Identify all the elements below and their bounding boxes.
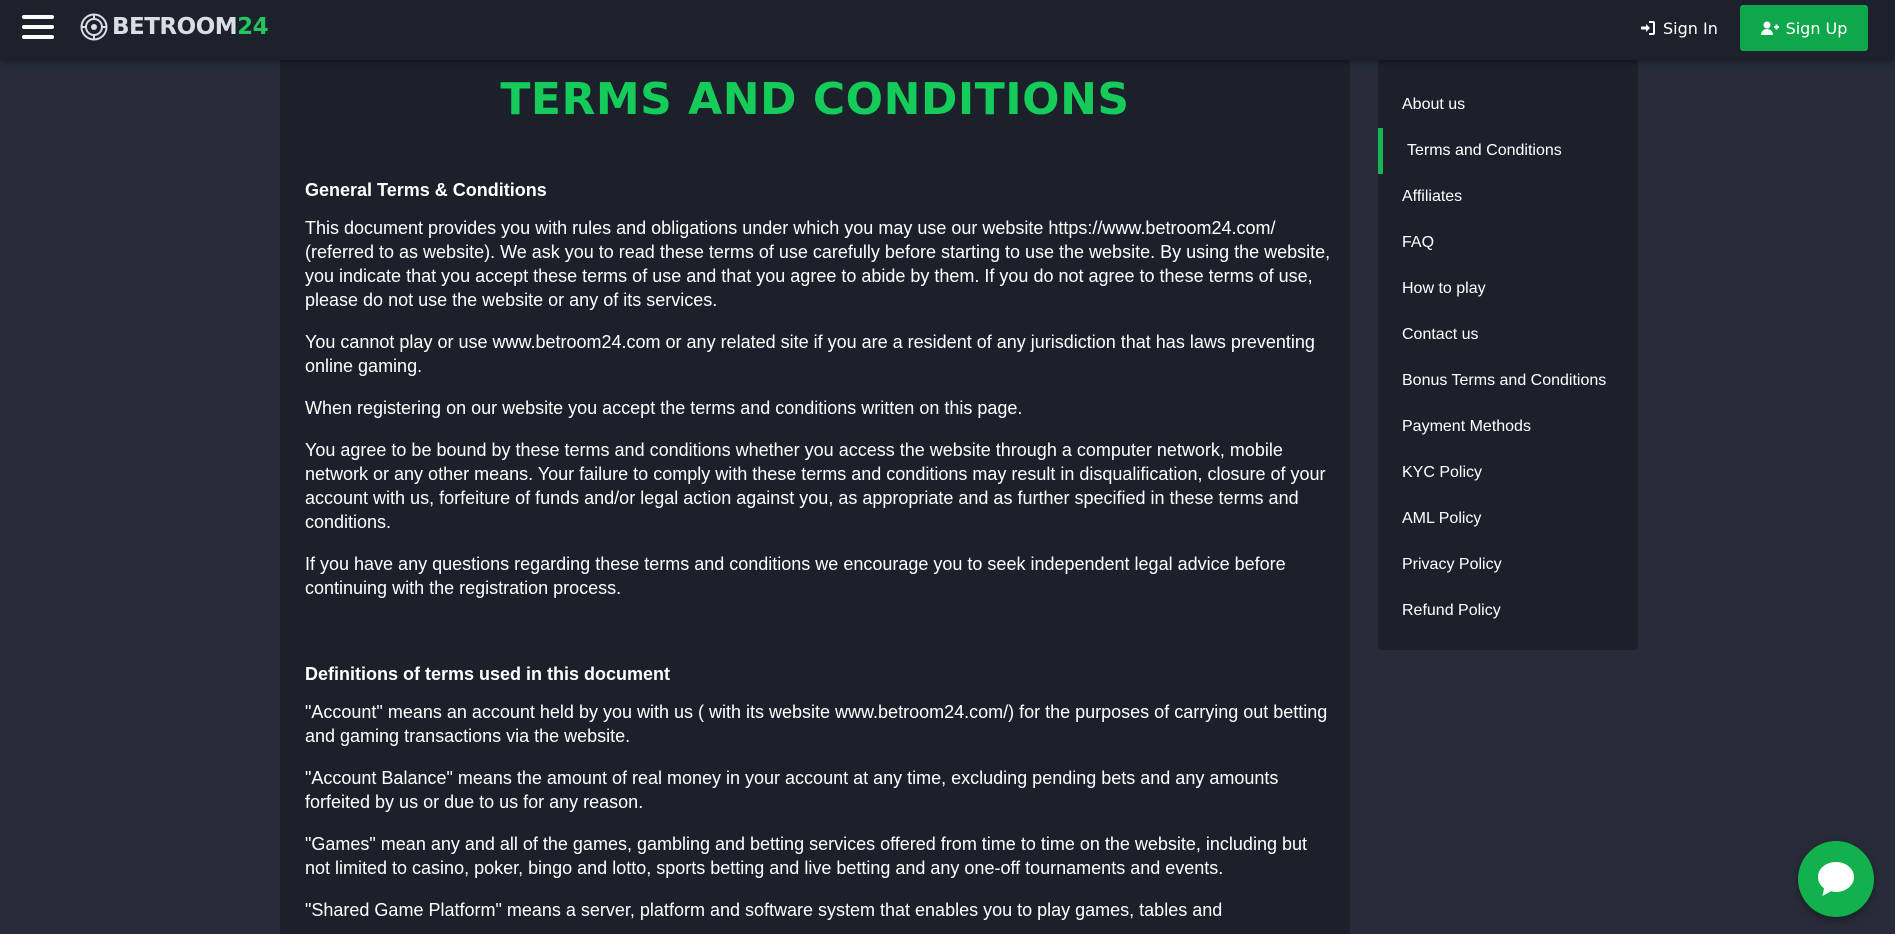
- paragraph: You agree to be bound by these terms and conditions whether you access the website through a computer network, mobile network or any other means. Your failure to comply with these terms and conditions may result in disqualification, closure of your account with us, forfeiture of funds and/or legal action against you, as appropriate and as further specified in these terms and conditions.: [305, 440, 1326, 532]
- sidebar-item-aml-policy[interactable]: AML Policy: [1402, 510, 1482, 527]
- site-logo[interactable]: [80, 12, 268, 42]
- sidebar-item-how-to-play[interactable]: How to play: [1402, 280, 1486, 297]
- section-heading-general: General Terms & Conditions: [305, 180, 547, 200]
- sidebar-item-faq[interactable]: FAQ: [1402, 234, 1435, 251]
- hamburger-menu-icon[interactable]: [22, 15, 54, 41]
- roulette-wheel-icon: [80, 13, 108, 41]
- sidebar-item-bonus-terms[interactable]: Bonus Terms and Conditions: [1402, 372, 1607, 389]
- sidebar-item-privacy-policy[interactable]: Privacy Policy: [1402, 556, 1502, 573]
- sign-in-arrow-icon: [1640, 20, 1656, 36]
- paragraph: "Shared Game Platform" means a server, platform and software system that enables you to play games, tables and: [305, 900, 1223, 920]
- page-title: TERMS AND CONDITIONS: [500, 74, 1130, 125]
- paragraph: You cannot play or use www.betroom24.com or any related site if you are a resident of any jurisdiction that has laws preventing online gaming.: [305, 332, 1315, 376]
- sidebar-item-payment-methods[interactable]: Payment Methods: [1402, 418, 1531, 435]
- paragraph: This document provides you with rules and obligations under which you may use our website https://www.betroom24.com/ (referred to as website). We ask you to read these terms of use carefully before starting to use the website. By using the website, you indicate that you accept these terms of use and that you agree to abide by them. If you do not agree to these terms of use, please do not use the website or any of its services.: [305, 218, 1331, 310]
- sidebar-item-about-us[interactable]: About us: [1402, 96, 1466, 113]
- info-sidebar: [1378, 60, 1638, 650]
- sign-up-button[interactable]: [1740, 5, 1868, 51]
- logo-text-bet: BETROOM: [112, 14, 238, 40]
- sidebar-item-contact-us[interactable]: Contact us: [1402, 326, 1479, 343]
- paragraph: When registering on our website you accept the terms and conditions written on this page.: [305, 398, 1023, 418]
- sidebar-menu: [1378, 60, 1638, 634]
- terms-content-panel: [280, 60, 1350, 934]
- user-plus-icon: [1761, 21, 1779, 36]
- sidebar-item-kyc-policy[interactable]: KYC Policy: [1402, 464, 1483, 481]
- spacer: [305, 618, 1335, 662]
- logo-text-num: 24: [237, 14, 269, 40]
- paragraph: "Games" mean any and all of the games, gambling and betting services offered from time to time on the website, including but not limited to casino, poker, bingo and lotto, sports betting and live betting and any one-off tournaments and events.: [305, 834, 1307, 878]
- paragraph: "Account" means an account held by you with us ( with its website www.betroom24.com/) for the purposes of carrying out betting and gaming transactions via the website.: [305, 702, 1328, 746]
- paragraph: If you have any questions regarding these terms and conditions we encourage you to seek independent legal advice before continuing with the registration process.: [305, 554, 1286, 598]
- sign-up-label: Sign Up: [1785, 18, 1848, 38]
- sidebar-item-terms-and-conditions[interactable]: Terms and Conditions: [1378, 128, 1638, 174]
- logo-text: [112, 13, 268, 41]
- sign-in-label: Sign In: [1663, 18, 1718, 38]
- paragraph: "Account Balance" means the amount of real money in your account at any time, excluding pending bets and any amounts forfeited by us or due to us for any reason.: [305, 768, 1279, 812]
- sidebar-item-affiliates[interactable]: Affiliates: [1402, 188, 1463, 205]
- terms-article: [305, 178, 1335, 934]
- top-navbar: [0, 0, 1895, 60]
- section-heading-definitions: Definitions of terms used in this document: [305, 664, 671, 684]
- sign-in-button[interactable]: [1640, 16, 1718, 40]
- sidebar-item-refund-policy[interactable]: Refund Policy: [1402, 602, 1501, 619]
- chat-widget-button[interactable]: [1798, 841, 1874, 917]
- chat-bubble-icon: [1816, 860, 1856, 898]
